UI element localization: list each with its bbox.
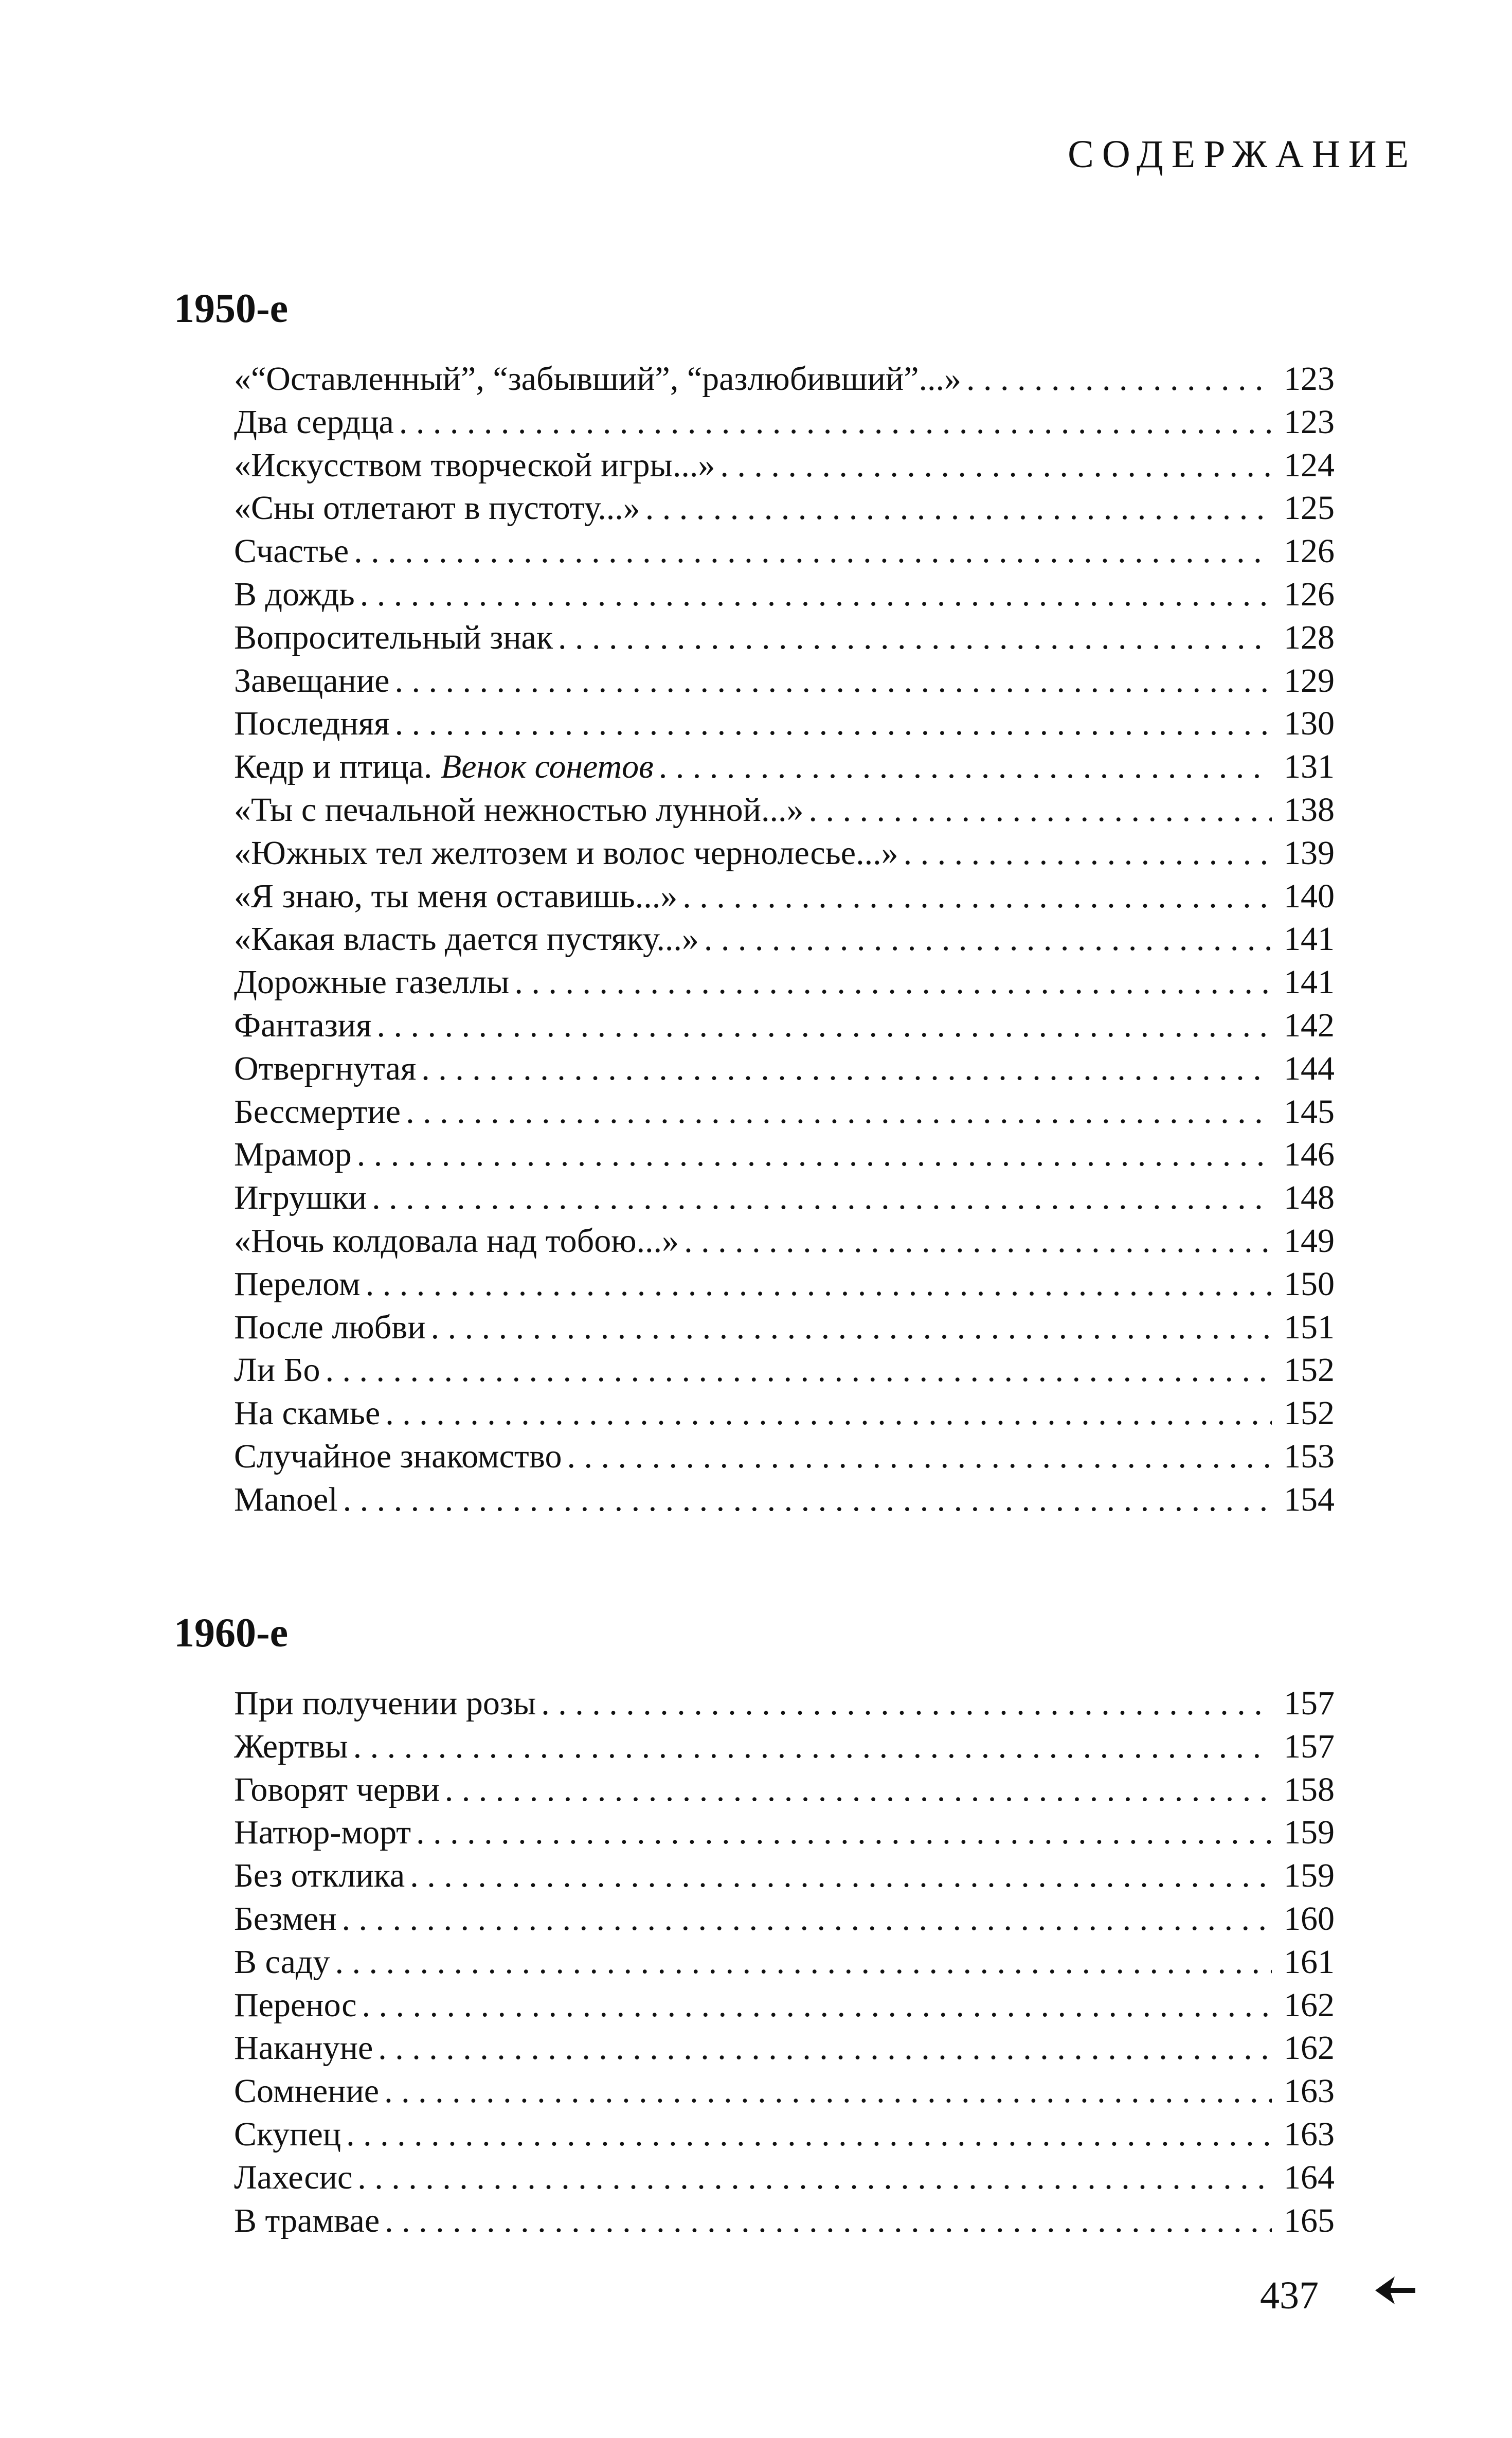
entry-title (234, 1047, 416, 1090)
toc-entry (234, 1682, 1335, 1725)
toc-entry (234, 357, 1335, 401)
entry-subtitle: Венок сонетов (440, 748, 654, 786)
entry-title-text: После любви (234, 1308, 426, 1346)
entry-title (234, 1984, 357, 2027)
toc-entry (234, 573, 1335, 616)
section-heading-1950s: 1950-е (174, 286, 289, 331)
entry-page-number: 140 (1284, 877, 1335, 915)
entry-title (234, 1349, 320, 1392)
dot-leader (353, 1725, 1272, 1768)
entry-title-text: Счастье (234, 532, 349, 570)
dot-leader (558, 616, 1272, 659)
dot-leader (366, 1263, 1272, 1306)
toc-entry (234, 2113, 1335, 2156)
entry-title-text: Перелом (234, 1265, 361, 1303)
entry-title (234, 573, 355, 616)
entry-title-text: Два сердца (234, 403, 394, 441)
entry-page-number: 123 (1284, 403, 1335, 441)
entry-page-number: 141 (1284, 963, 1335, 1001)
toc-entry (234, 1047, 1335, 1090)
toc-entry (234, 1306, 1335, 1349)
entry-page-number: 157 (1284, 1727, 1335, 1765)
toc-list-1960s (234, 1682, 1335, 2242)
toc-entry (234, 401, 1335, 444)
entry-title (234, 1897, 337, 1941)
entry-title (234, 702, 390, 745)
toc-entry (234, 832, 1335, 875)
entry-title-text: «Искусством творческой игры...» (234, 446, 715, 484)
entry-title-text: Дорожные газеллы (234, 963, 510, 1001)
dot-leader (372, 1176, 1272, 1220)
entry-title-text: Фантазия (234, 1006, 372, 1044)
toc-entry (234, 487, 1335, 530)
entry-page-number: 124 (1284, 446, 1335, 484)
running-head: СОДЕРЖАНИЕ (1068, 133, 1417, 176)
entry-title-text: Говорят черви (234, 1770, 440, 1808)
toc-entry (234, 1392, 1335, 1435)
entry-page-number: 152 (1284, 1394, 1335, 1432)
entry-title-text: «Ты с печальной нежностью лунной...» (234, 791, 804, 829)
entry-title-text: Жертвы (234, 1727, 348, 1765)
toc-entry (234, 1478, 1335, 1521)
entry-title (234, 1478, 338, 1521)
entry-title (234, 832, 898, 875)
entry-page-number: 159 (1284, 1857, 1335, 1895)
entry-title (234, 1004, 371, 1047)
entry-title (234, 2027, 373, 2070)
entry-page-number: 145 (1284, 1092, 1335, 1131)
entry-page-number: 163 (1284, 2072, 1335, 2110)
toc-entry (234, 1090, 1335, 1134)
dot-leader (362, 1984, 1272, 2027)
entry-page-number: 158 (1284, 1770, 1335, 1808)
toc-entry (234, 745, 1335, 788)
toc-entry (234, 2070, 1335, 2113)
toc-entry (234, 1435, 1335, 1478)
toc-entry (234, 659, 1335, 703)
entry-title (234, 487, 640, 530)
entry-page-number: 149 (1284, 1222, 1335, 1260)
dot-leader (399, 401, 1272, 444)
entry-title (234, 1725, 348, 1768)
dot-leader (325, 1349, 1272, 1392)
entry-title (234, 875, 677, 918)
entry-title-text: «Я знаю, ты меня оставишь...» (234, 877, 678, 915)
entry-title-text: Безмен (234, 1899, 337, 1938)
dot-leader (395, 702, 1272, 745)
entry-title (234, 1176, 367, 1220)
entry-page-number: 152 (1284, 1351, 1335, 1389)
entry-title (234, 2070, 379, 2113)
entry-title-text: «Какая власть дается пустяку...» (234, 920, 699, 958)
entry-title (234, 2199, 380, 2243)
entry-title (234, 918, 699, 961)
entry-page-number: 151 (1284, 1308, 1335, 1346)
dot-leader (342, 1897, 1272, 1941)
entry-page-number: 126 (1284, 575, 1335, 613)
entry-title-text: Лахесис (234, 2158, 353, 2196)
toc-entry (234, 2156, 1335, 2199)
entry-page-number: 165 (1284, 2201, 1335, 2239)
toc-entry (234, 1941, 1335, 1984)
entry-title (234, 961, 509, 1004)
entry-title-text: «Южных тел желтозем и волос чернолесье...» (234, 834, 898, 872)
entry-page-number: 164 (1284, 2158, 1335, 2196)
toc-entry (234, 2027, 1335, 2070)
entry-page-number: 142 (1284, 1006, 1335, 1044)
entry-title (234, 1133, 352, 1176)
entry-title-text: Мрамор (234, 1136, 352, 1174)
entry-title-text: «Сны отлетают в пустоту...» (234, 489, 640, 527)
toc-entry (234, 1725, 1335, 1768)
entry-title (234, 1392, 380, 1435)
entry-page-number: 131 (1284, 748, 1335, 786)
entry-title-text: В саду (234, 1943, 330, 1981)
toc-entry (234, 616, 1335, 659)
entry-page-number: 138 (1284, 791, 1335, 829)
entry-title (234, 1263, 361, 1306)
dot-leader (335, 1941, 1272, 1984)
dot-leader (567, 1435, 1272, 1478)
entry-page-number: 125 (1284, 489, 1335, 527)
dot-leader (720, 444, 1272, 487)
entry-page-number: 148 (1284, 1179, 1335, 1217)
entry-title-text: Игрушки (234, 1179, 367, 1217)
entry-title-text: Manoel (234, 1480, 338, 1518)
entry-page-number: 157 (1284, 1684, 1335, 1722)
toc-entry (234, 530, 1335, 573)
entry-title (234, 1306, 426, 1349)
dot-leader (966, 357, 1272, 401)
entry-title-text: Без отклика (234, 1857, 405, 1895)
entry-page-number: 159 (1284, 1814, 1335, 1852)
dot-leader (406, 1090, 1272, 1134)
entry-page-number: 130 (1284, 705, 1335, 743)
dot-leader (385, 2199, 1272, 2243)
toc-entry (234, 1811, 1335, 1854)
dot-leader (416, 1811, 1272, 1854)
entry-title-text: Случайное знакомство (234, 1437, 562, 1475)
dot-leader (376, 1004, 1272, 1047)
entry-page-number: 123 (1284, 360, 1335, 398)
entry-page-number: 162 (1284, 1986, 1335, 2024)
entry-page-number: 129 (1284, 661, 1335, 700)
entry-page-number: 163 (1284, 2115, 1335, 2153)
entry-title (234, 444, 715, 487)
entry-title (234, 788, 804, 832)
entry-title-text: В трамвае (234, 2201, 380, 2239)
entry-title (234, 357, 961, 401)
dot-leader (357, 1133, 1272, 1176)
dot-leader (357, 2156, 1272, 2199)
page-number: 437 (1260, 2274, 1319, 2317)
entry-title-text: Кедр и птица. (234, 748, 433, 786)
toc-entry (234, 2199, 1335, 2243)
toc-entry (234, 444, 1335, 487)
entry-page-number: 153 (1284, 1437, 1335, 1475)
entry-page-number: 146 (1284, 1136, 1335, 1174)
toc-entry (234, 1854, 1335, 1897)
entry-title-text: Вопросительный знак (234, 618, 553, 656)
entry-page-number: 128 (1284, 618, 1335, 656)
entry-title-text: Перенос (234, 1986, 357, 2024)
toc-entry (234, 875, 1335, 918)
dot-leader (904, 832, 1272, 875)
dot-leader (431, 1306, 1272, 1349)
toc-entry (234, 1004, 1335, 1047)
entry-page-number: 126 (1284, 532, 1335, 570)
entry-title (234, 2156, 352, 2199)
toc-entry (234, 1176, 1335, 1220)
entry-title (234, 2113, 341, 2156)
dot-leader (410, 1854, 1272, 1897)
dot-leader (684, 1220, 1272, 1263)
toc-entry (234, 1133, 1335, 1176)
dot-leader (514, 961, 1272, 1004)
entry-title (234, 530, 349, 573)
entry-title-text: Завещание (234, 661, 390, 700)
entry-page-number: 162 (1284, 2029, 1335, 2067)
entry-page-number: 160 (1284, 1899, 1335, 1938)
section-heading-1960s: 1960-е (174, 1610, 289, 1656)
dot-leader (809, 788, 1272, 832)
entry-title (234, 1941, 330, 1984)
dot-leader (360, 573, 1272, 616)
entry-title (234, 1768, 440, 1812)
entry-title-text: Скупец (234, 2115, 341, 2153)
entry-title-text: Отвергнутая (234, 1049, 417, 1087)
entry-title-text: Ли Бо (234, 1351, 320, 1389)
entry-title-text: Бессмертие (234, 1092, 401, 1131)
dot-leader (682, 875, 1272, 918)
dot-leader (659, 745, 1272, 788)
toc-entry (234, 1220, 1335, 1263)
entry-title (234, 401, 394, 444)
entry-title-text: «“Оставленный”, “забывший”, “разлюбивший”...» (234, 360, 962, 398)
entry-title (234, 1854, 405, 1897)
entry-title-text: Натюр-морт (234, 1814, 411, 1852)
toc-entry (234, 1768, 1335, 1812)
entry-page-number: 141 (1284, 920, 1335, 958)
arrow-left-ornament-icon (1372, 2272, 1418, 2308)
dot-leader (384, 2070, 1272, 2113)
dot-leader (378, 2027, 1272, 2070)
entry-title (234, 1220, 679, 1263)
entry-page-number: 144 (1284, 1049, 1335, 1087)
entry-title (234, 1682, 536, 1725)
toc-entry (234, 1897, 1335, 1941)
entry-title (234, 1090, 401, 1134)
toc-entry (234, 788, 1335, 832)
toc-entry (234, 961, 1335, 1004)
dot-leader (445, 1768, 1272, 1812)
entry-title (234, 616, 553, 659)
entry-title-text: В дождь (234, 575, 355, 613)
toc-entry (234, 1349, 1335, 1392)
dot-leader (704, 918, 1272, 961)
toc-entry (234, 918, 1335, 961)
entry-title (234, 659, 389, 703)
dot-leader (421, 1047, 1272, 1090)
entry-title-text: При получении розы (234, 1684, 536, 1722)
entry-title (234, 1435, 562, 1478)
entry-page-number: 150 (1284, 1265, 1335, 1303)
entry-page-number: 161 (1284, 1943, 1335, 1981)
entry-title-text: «Ночь колдовала над тобою...» (234, 1222, 679, 1260)
dot-leader (394, 659, 1272, 703)
dot-leader (385, 1392, 1272, 1435)
entry-title-text: Последняя (234, 705, 390, 743)
entry-title (234, 1811, 411, 1854)
toc-entry (234, 1984, 1335, 2027)
entry-page-number: 154 (1284, 1480, 1335, 1518)
dot-leader (343, 1478, 1272, 1521)
dot-leader (346, 2113, 1272, 2156)
toc-list-1950s (234, 357, 1335, 1521)
entry-page-number: 139 (1284, 834, 1335, 872)
dot-leader (541, 1682, 1272, 1725)
toc-entry (234, 702, 1335, 745)
entry-title-text: Накануне (234, 2029, 373, 2067)
toc-entry (234, 1263, 1335, 1306)
dot-leader (645, 487, 1272, 530)
entry-title (234, 745, 654, 788)
entry-title-text: Сомнение (234, 2072, 380, 2110)
dot-leader (354, 530, 1272, 573)
entry-title-text: На скамье (234, 1394, 381, 1432)
